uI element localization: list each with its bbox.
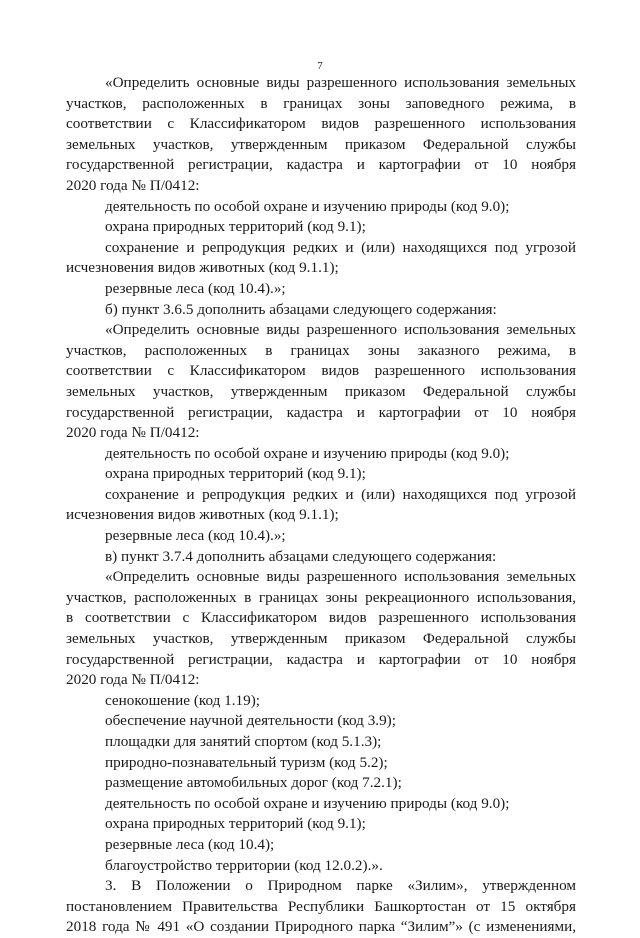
text-line: 2020 года № П/0412:: [66, 671, 200, 689]
text-line: в соответствии с Классификатором видов разрешенного использования: [66, 609, 576, 627]
text-line: деятельность по особой охране и изучению природы (код 9.0);: [105, 794, 510, 812]
text-line: охрана природных территорий (код 9.1);: [105, 465, 366, 483]
text-line: 2020 года № П/0412:: [66, 176, 200, 194]
text-line: участков, расположенных в границах зоны рекреационного использования,: [66, 588, 576, 606]
text-line: 2020 года № П/0412:: [66, 424, 200, 442]
text-line: постановлением Правительства Республики Башкортостан от 15 октября: [66, 897, 576, 915]
text-line: «Определить основные виды разрешенного использования земельных: [105, 568, 576, 586]
document-body: [66, 73, 576, 938]
text-line: б) пункт 3.6.5 дополнить абзацами следующего содержания:: [105, 300, 497, 318]
page-number: 7: [317, 60, 323, 72]
text-line: государственной регистрации, кадастра и картографии от 10 ноября: [66, 403, 576, 421]
text-line: соответствии с Классификатором видов разрешенного использования: [66, 115, 576, 133]
text-line: размещение автомобильных дорог (код 7.2.1);: [105, 774, 402, 792]
text-line: благоустройство территории (код 12.0.2).».: [105, 856, 383, 874]
text-line: обеспечение научной деятельности (код 3.9);: [105, 712, 396, 730]
text-line: 2018 года № 491 «О создании Природного парка “Зилим”» (с изменениями,: [66, 918, 576, 936]
text-line: государственной регистрации, кадастра и картографии от 10 ноября: [66, 650, 576, 668]
text-line: резервные леса (код 10.4).»;: [105, 279, 286, 297]
text-line: исчезновения видов животных (код 9.1.1);: [66, 259, 339, 277]
text-line: «Определить основные виды разрешенного использования земельных: [105, 321, 576, 339]
text-line: земельных участков, утвержденным приказом Федеральной службы: [66, 382, 576, 400]
text-line: участков, расположенных в границах зоны заказного режима, в: [66, 341, 576, 359]
text-line: деятельность по особой охране и изучению природы (код 9.0);: [105, 197, 510, 215]
text-line: резервные леса (код 10.4);: [105, 835, 275, 853]
text-line: исчезновения видов животных (код 9.1.1);: [66, 506, 339, 524]
text-line: сенокошение (код 1.19);: [105, 691, 261, 709]
text-line: земельных участков, утвержденным приказом Федеральной службы: [66, 630, 576, 648]
text-line: «Определить основные виды разрешенного использования земельных: [105, 74, 576, 91]
text-line: в) пункт 3.7.4 дополнить абзацами следующего содержания:: [105, 547, 497, 565]
text-line: деятельность по особой охране и изучению природы (код 9.0);: [105, 444, 510, 462]
text-line: сохранение и репродукция редких и (или) находящихся под угрозой: [105, 238, 576, 256]
text-line: соответствии с Классификатором видов разрешенного использования: [66, 362, 576, 380]
text-line: сохранение и репродукция редких и (или) находящихся под угрозой: [105, 485, 576, 503]
text-line: резервные леса (код 10.4).»;: [105, 527, 286, 545]
text-line: государственной регистрации, кадастра и картографии от 10 ноября: [66, 156, 576, 174]
text-line: площадки для занятий спортом (код 5.1.3);: [105, 733, 382, 750]
text-line: охрана природных территорий (код 9.1);: [105, 218, 366, 236]
text-line: участков, расположенных в границах зоны заповедного режима, в: [66, 94, 576, 112]
text-line: природно-познавательный туризм (код 5.2);: [105, 753, 388, 771]
text-line: земельных участков, утвержденным приказом Федеральной службы: [66, 135, 576, 153]
text-line: 3. В Положении о Природном парке «Зилим», утвержденном: [105, 877, 576, 895]
text-line: охрана природных территорий (код 9.1);: [105, 815, 366, 833]
